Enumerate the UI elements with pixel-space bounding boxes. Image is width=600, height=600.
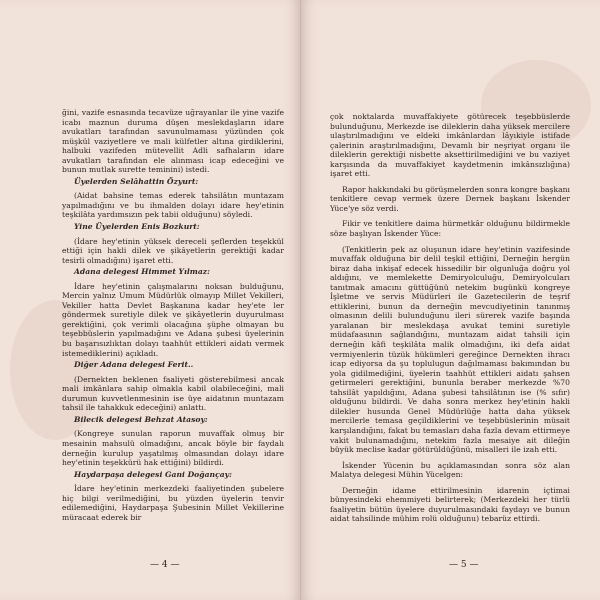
page-number: — 4 — bbox=[150, 560, 180, 570]
right-page bbox=[301, 0, 600, 600]
body-paragraph: İdare hey'etinin merkezdeki faaliyetinden şubelere hiç bilgi verilmediğini, bu yüzden üyelerin tenvir edilemediğini, Haydarpaşa Şubesinin Millet Vekillerine müracaat ederek bir bbox=[62, 484, 284, 522]
body-paragraph: çok noktalarda muvaffakiyete götürecek teşebbüslerde bulunduğunu, Merkezde ise dileklerin daha yüksek mercilere ulaştırılmadığını ve eldeki imkânlardan lâyıkiyle istifade çalerinin araştırılmadığını, Devamlı bir neşriyat organı ile dileklerin gerektiği nisbette aksettirilmediğini ve bu vaziyet karşısında da muvaffakiyet kaydetmenin imkânsızlığına) işaret etti. bbox=[330, 112, 570, 179]
body-paragraph: İdare hey'etinin çalışmalarını noksan bulduğunu, Mercin yalnız Umum Müdürlük olmayıp Millet Vekilleri, Vekiller hatta Devlet Başkanına kadar hey'ete ler göndermek suretiyle dilek ve şikâyetlerin duyurulması gerektiğini, çok verimli olacağına şüphe olmayan bu teşebbüslerin yapılmadığını ve Adana şubesi üyelerinin bu başarısızlıktan dolayı taahhüt ettikleri aidatı vermek istemediklerini) açıkladı. bbox=[62, 281, 284, 358]
speaker-heading: Diğer Adana delegesi Ferit.. bbox=[74, 360, 194, 370]
page-number: — 5 — bbox=[449, 560, 479, 570]
body-paragraph: ğini, vazife esnasında tecavüze uğrayanlar ile yine vazife icabı maznun duruma düşen meslekdaşların idare avukatları tarafından savunulmaması yüzünden çok müşkül vaziyetlere ve mali külfetler altına girdiklerini, halbuki vazifeden mütevellit Adli safhaların idare avukatları tarafından ele alınması icap edeceğini ve bunun mutlak surette teminini) istedi. bbox=[62, 108, 284, 175]
body-paragraph: Derneğin idame ettirilmesinin idarenin içtimai bünyesindeki ehemmiyeti belirterek; (Merkezdeki her türlü faaliyetin bütün üyelere duyurulmasındaki faydayı ve bunun aidat tahsilinde mühim rolü olduğunu) tebarüz ettirdi. bbox=[330, 485, 570, 524]
right-page-text bbox=[330, 112, 570, 530]
body-paragraph: Rapor hakkındaki bu görüşmelerden sonra kongre başkanı tenkitlere cevap vermek üzere Dernek başkanı İskender Yüce'ye söz verdi. bbox=[330, 184, 570, 213]
speaker-heading: Yine Üyelerden Enis Bozkurt: bbox=[74, 222, 200, 232]
speaker-heading: Haydarpaşa delegesi Gani Doğançay: bbox=[74, 469, 232, 479]
body-paragraph: (İdare hey'etinin yüksek dereceli şeflerden teşekkül ettiği için hakli dilek ve şikâyetlerin gerektiği kadar tesirli olmadığını) işaret etti. bbox=[62, 236, 284, 265]
body-paragraph: Fikir ve tenkitlere daima hürmetkâr olduğunu bildirmekle söze başlıyan İskender Yüce: bbox=[330, 219, 570, 239]
speaker-heading: Üyelerden Selâhattin Özyurt: bbox=[74, 176, 199, 186]
body-paragraph: (Kongreye sunulan raporun muvaffak olmuş bir mesainin mahsulü olmadığını, ancak böyle bir faydalı derneğin kurulup yaşatılmış olmasından dolayı idare hey'etinin teşekkürü hak ettiğini) bildirdi. bbox=[62, 429, 284, 468]
left-page-text bbox=[62, 108, 284, 522]
body-paragraph: İskender Yücenin bu açıklamasından sonra söz alan Malatya delegesi Mühin Yücelgen: bbox=[330, 460, 570, 480]
body-paragraph: (Aidat bahsine temas ederek tahsilâtın muntazam yapılmadığını ve bu ihmalden dolayı idare hey'etinin teşkilâta yardımsızın pek tabii olduğunu) söyledi. bbox=[62, 191, 284, 220]
speaker-heading: Bilecik delegesi Behzat Atasoy: bbox=[74, 414, 208, 424]
body-paragraph: (Dernekten beklenen faaliyeti gösterebilmesi ancak mali imkânlara sahip olmakla kabil olabileceğini, mali durumun kuvvetlenmesinin ise üye aidatının muntazam tahsil ile tahakkuk edeceğini) anlattı. bbox=[62, 374, 284, 413]
speaker-heading: Adana delegesi Himmet Yılmaz: bbox=[74, 267, 210, 277]
body-paragraph: (Tenkitlerin pek az oluşunun idare hey'etinin vazifesinde muvaffak olduğuna bir delil teşkil ettiğini, Derneğin hergün biraz daha inkişaf edecek hissedilir bir olgunluğa doğru yol aldığını, ve memlekette Demiryolculuğu, Demiryolcuları tanıtmak amacını güttüğünü netekim bugünkü kongreye İşletme ve servis Müdürleri ile Gazetecilerin de teşrif ettiklerini, bunun da derneğin mevcudiyetinin tanınmış olmasının delili bulunduğunu ileri sürerek vazife başında yaralanan bir meslekdaşa avukat temini suretiyle müdafaasının sağlandığını, muntazam aidat tahsili için derneğin kâfi teşkilâta malik olmadığını, iki defa aidat vermiyenlerin tüzük hükümleri gereğince Dernekten ihracı icap ediyorsa da şu toplulugun dağılmaması bakımından bu yola gidilmediğini, üyelerin taahhüt ettikleri aidatı şahsen getirmeleri gerektiğini, bununla beraber merkezde %70 tahsilât yapıldığını, Adana şubesi tahsilâtının ise (% sıfır) olduğunu bildirdi. Ve daha sonra merkez hey'etinin hakli dilekler husunda Genel Müdürlüğe hatta daha yüksek mercilerle temasa geçildiklerini ve teşebbüslerinin müsait karşılandığını, fakat bu temasları daha fazla devam ettirmeye vakit bulunamadığını, netekim fazla mesaiye ait dileğin büyük meclise kadar götürüldüğünü, misalleri ile izah etti. bbox=[330, 244, 570, 455]
